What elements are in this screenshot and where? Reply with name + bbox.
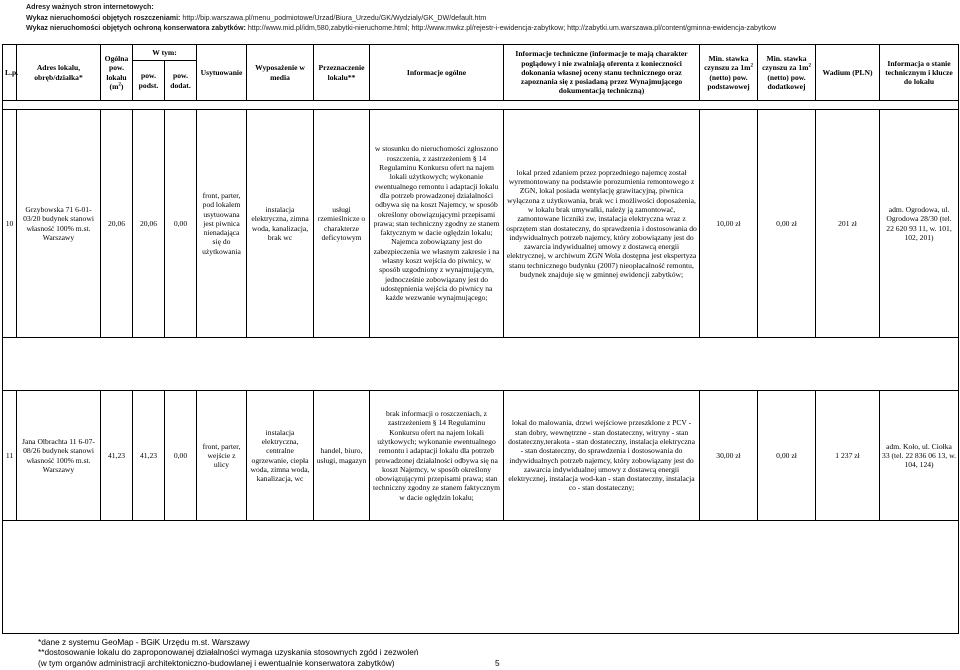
footnote-3: (w tym organów administracji architektoniczno-budowlanej i ewentualnie konserwatora zabytków) [38,657,395,668]
col-address: Adres lokalu, obręb/działka* [17,45,101,101]
area-unit-label: (m [109,81,119,91]
premises-table [2,44,959,634]
row-area-basic: 20,06 [133,110,165,338]
row-area-extra: 0,00 [165,110,197,338]
row-lp: 10 [3,110,17,338]
row-area-basic: 41,23 [133,391,165,521]
rate-extra-label-b: (netto) pow. dodatkowej [767,72,806,91]
col-area-total [101,45,133,101]
row-usage: front, parter, wejście z ulicy [197,391,247,521]
spacer-row [3,521,959,634]
row-equipment: instalacja elektryczna, centralne ogrzewanie, ciepła woda, zimna woda, kanalizacja, wc [247,391,314,521]
col-lp: L.p. [3,45,17,101]
col-tech-info: Informacje techniczne (informacje te mają charakter poglądowy i nie zwalniają oferenta z konieczności dokonania własnej oceny stanu technicznego oraz zapoznania się z posiadaną przez Wynajmującego dokumentacją techniczną) [504,45,700,101]
area-unit-end: ) [120,81,124,91]
header-links [26,2,946,34]
row-key-info: adm. Koło, ul. Ciołka 33 (tel. 22 836 06 13, w. 104, 124) [880,391,959,521]
footnotes [38,637,419,668]
table-row [3,391,959,521]
monuments-label: Wykaz nieruchomości objętych ochroną konserwatora zabytków: [26,24,246,33]
area-total-label: Ogólna pow. lokalu [104,53,129,82]
col-area-extra: pow. dodat. [165,61,197,101]
row-equipment: instalacja elektryczna, zimna woda, kanalizacja, brak wc [247,110,314,338]
row-area-total: 41,23 [101,391,133,521]
header-claims-line [26,13,946,24]
col-general-info: Informacje ogólne [370,45,504,101]
row-general-info: w stosunku do nieruchomości zgłoszono roszczenia, z zastrzeżeniem § 14 Regulaminu Konkursu ofert na najem lokali użytkowych; wykonanie ewentualnego remontu i adaptacji lokalu dla potrzeb prowadzonej działalności odbywa się na koszt Najemcy, w sposób określony obowiązującymi przepisami prawa; stan techniczny zgodny ze stanem faktycznym w dacie oględzin lokalu; Najemca zobowiązany jest do zabezpieczenia we własnym zakresie i na własny koszt wejścia do piwnicy, w sposób uzgodniony z wynajmującym, jednocześnie zobowiązany jest do udostępnienia wejścia do piwnicy na każde wezwanie wynajmującego; [370,110,504,338]
row-rate-basic: 10,00 zł [700,110,758,338]
spacer-row [3,101,959,110]
table-row [3,110,959,338]
col-w-tym: W tym: [133,45,197,61]
area-unit-sup: 2 [118,82,121,88]
footnote-1: *dane z systemu GeoMap - BGiK Urzędu m.st. Warszawy [38,637,250,647]
row-deposit: 201 zł [816,110,880,338]
row-purpose: usługi rzemieślnicze o charakterze deficytowym [314,110,370,338]
claims-url-link[interactable]: http://bip.warszawa.pl/menu_podmiotowe/Urzad/Biura_Urzedu/GK/Wydzialy/GK_DW/default.htm [182,13,487,22]
rate-extra-label-a: Min. stawka czynszu za 1m [762,53,809,73]
row-key-info: adm. Ogrodowa, ul. Ogrodowa 28/30 (tel. 22 620 93 11, w. 101, 102, 201) [880,110,959,338]
row-lp: 11 [3,391,17,521]
row-rate-extra: 0,00 zł [758,110,816,338]
header-monuments-line [26,23,946,34]
monuments-url-link[interactable]: http://www.mid.pl/idm,580,zabytki-nieruchome.html; http://www.mwkz.pl/rejestr-i-ewidencja-zabytkow; http://zabytki.um.warszawa.pl/content/gminna-ewidencja-zabytkow [247,24,777,33]
col-area-basic: pow. podst. [133,61,165,101]
row-deposit: 1 237 zł [816,391,880,521]
col-key-info: Informacja o stanie technicznym i klucze do lokalu [880,45,959,101]
col-usage: Usytuowanie [197,45,247,101]
row-address: Grzybowska 71 6-01-03/20 budynek stanowi własność 100% m.st. Warszawy [17,110,101,338]
row-purpose: handel, biuro, usługi, magazyn [314,391,370,521]
row-tech-info: lokal przed zdaniem przez poprzedniego najemcę został wyremontowany na podstawie porozumienia remontowego z ZGN, lokal posiada wentylację grawitacyjną, piwnica wyłączona z użytkowania, brak wc i możliwości doposażenia, w lokalu brak umywalki, należy ją zamontować, zamontowane liczniki zw, instalacja elektryczna wraz z osprzętem stan dostateczny, do sprawdzenia i dostosowania do indywidualnych potrzeb najemcy, który zobowiązany jest do zawarcia indywidualnej umowy z dostawcą energii elektrycznej, w archiwum ZGN Wola dostępna jest ekspertyza stanu technicznego budynku (2007) nieopłacalność remontu, budynek znajduje się w gminnej ewidencji zabytków; [504,110,700,338]
row-general-info: brak informacji o roszczeniach, z zastrzeżeniem § 14 Regulaminu Konkursu ofert na najem lokali użytkowych; wykonanie ewentualnego remontu i adaptacji lokalu dla potrzeb prowadzonej działalności odbywa się na koszt Najemcy, w sposób określony obowiązującymi przepisami prawa; stan techniczny zgodny ze stanem faktycznym w dacie oględzin lokalu; [370,391,504,521]
claims-label: Wykaz nieruchomości objętych roszczeniami: [26,13,181,22]
rate-basic-label-b: (netto) pow. podstawowej [707,72,750,91]
row-usage: front, parter, pod lokalem usytuowana jest piwnica nienadająca się do użytkowania [197,110,247,338]
row-area-total: 20,06 [101,110,133,338]
row-rate-extra: 0,00 zł [758,391,816,521]
col-rate-basic: Min. stawka czynszu za $1m^2$ (netto) pow. podstawowej [700,45,758,101]
col-rate-extra: Min. stawka czynszu za $1m^2$ (netto) pow. dodatkowej [758,45,816,101]
row-tech-info: lokal do malowania, drzwi wejściowe przeszklone z PCV - stan dobry, wewnętrzne - stan dostateczny, witryny - stan dostateczny,terakota - stan dostateczny, instalacja elektryczna - stan dostateczny, do sprawdzenia i dostosowania do indywidualnych potrzeb najemcy, który zobowiązany jest do zawarcia indywidualnej umowy z dostawcą energii elektrycznej, instalacja wod-kan - stan dostateczny, instalacja co - stan dostateczny; [504,391,700,521]
header-row [3,45,959,61]
header-title: Adresy ważnych stron internetowych: [26,3,154,11]
row-area-extra: 0,00 [165,391,197,521]
rate-basic-label-a: Min. stawka czynszu za 1m [704,53,751,73]
row-rate-basic: 30,00 zł [700,391,758,521]
spacer-row [3,338,959,391]
row-address: Jana Olbrachta 11 6-07-08/26 budynek stanowi własność 100% m.st. Warszawy [17,391,101,521]
col-purpose: Przeznaczenie lokalu** [314,45,370,101]
footnote-2: **dostosowanie lokalu do zaproponowanej działalności wymaga uzyskania stosownych zgód i zezwoleń [38,647,419,658]
page-number: 5 [495,658,500,668]
col-deposit: Wadium (PLN) [816,45,880,101]
col-equipment: Wyposażenie w media [247,45,314,101]
